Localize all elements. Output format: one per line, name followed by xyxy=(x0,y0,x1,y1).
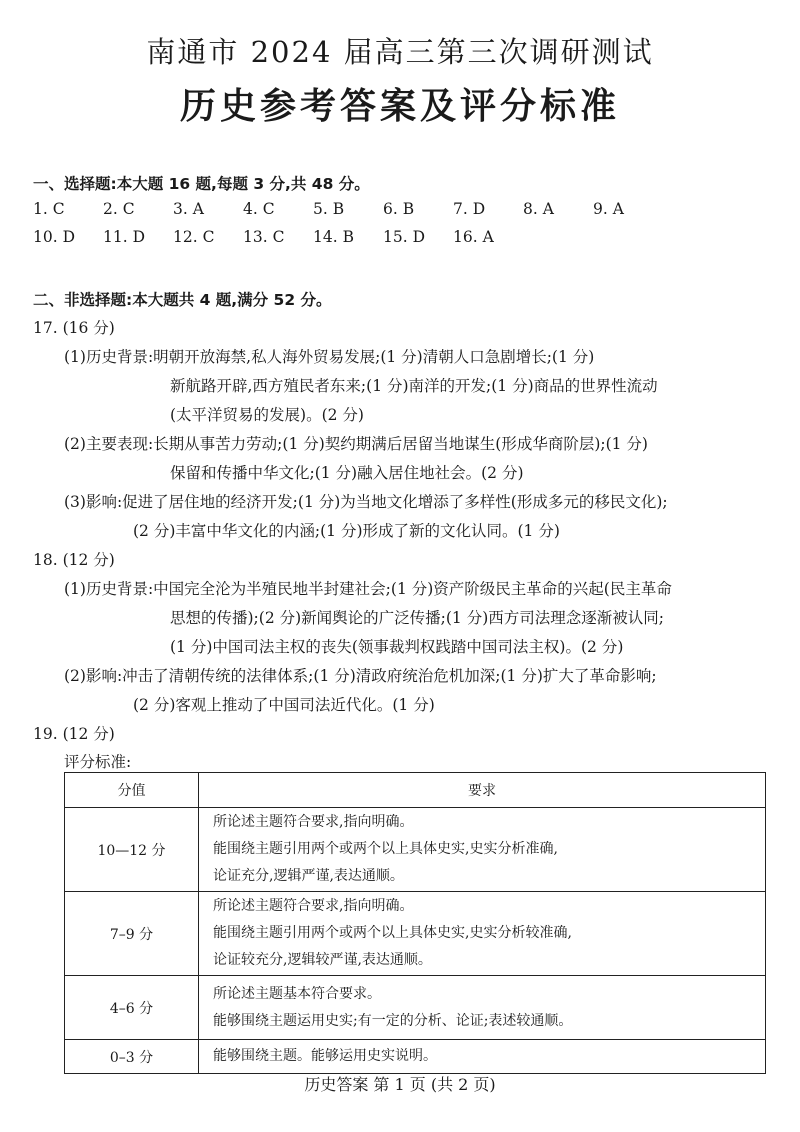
requirement-cell xyxy=(199,976,766,1040)
requirement-cell xyxy=(199,808,766,892)
answer-item: 12. C xyxy=(173,228,215,246)
answer-line: (1 分)中国司法主权的丧失(领事裁判权践踏中国司法主权)。(2 分) xyxy=(170,638,624,656)
answer-item: 13. C xyxy=(243,228,285,246)
answer-item: 4. C xyxy=(243,200,275,218)
answer-item: 11. D xyxy=(103,228,146,246)
requirement-line: 论证较充分,逻辑较严谨,表达通顺。 xyxy=(213,952,432,968)
table-row xyxy=(65,976,766,1040)
page-subtitle: 历史参考答案及评分标准 xyxy=(179,86,620,127)
answer-line: (2)主要表现:长期从事苦力劳动;(1 分)契约期满后居留当地谋生(形成华商阶层);(1 分) xyxy=(64,435,648,453)
section1-heading: 一、选择题:本大题 16 题,每题 3 分,共 48 分。 xyxy=(33,175,370,193)
requirement-line: 能够围绕主题。能够运用史实说明。 xyxy=(213,1048,437,1064)
table-header-row xyxy=(65,773,766,808)
answer-item: 9. A xyxy=(593,200,624,218)
requirement-line: 所论述主题符合要求,指向明确。 xyxy=(213,814,414,830)
table-row xyxy=(65,892,766,976)
answer-item: 8. A xyxy=(523,200,554,218)
answer-item: 16. A xyxy=(453,228,494,246)
requirement-line: 能围绕主题引用两个或两个以上具体史实,史实分析较准确, xyxy=(213,925,572,941)
question-17-label: 17. (16 分) xyxy=(33,319,115,337)
answer-line: (3)影响:促进了居住地的经济开发;(1 分)为当地文化增添了多样性(形成多元的移民文化); xyxy=(64,493,668,511)
page-footer: 历史答案 第 1 页 (共 2 页) xyxy=(304,1075,496,1094)
answer-item: 7. D xyxy=(453,200,486,218)
answer-line: (1)历史背景:中国完全沦为半殖民地半封建社会;(1 分)资产阶级民主革命的兴起(民主革命 xyxy=(64,580,672,598)
table-row xyxy=(65,1040,766,1074)
section2-heading: 二、非选择题:本大题共 4 题,满分 52 分。 xyxy=(33,291,332,309)
answer-item: 14. B xyxy=(313,228,354,246)
requirement-cell xyxy=(199,1040,766,1074)
table-row xyxy=(65,808,766,892)
answer-line: (2 分)客观上推动了中国司法近代化。(1 分) xyxy=(133,696,435,714)
answer-line: (2 分)丰富中华文化的内涵;(1 分)形成了新的文化认同。(1 分) xyxy=(133,522,560,540)
criteria-label: 评分标准: xyxy=(64,753,132,771)
answer-item: 5. B xyxy=(313,200,345,218)
requirement-line: 论证充分,逻辑严谨,表达通顺。 xyxy=(213,868,404,884)
column-header-score: 分值 xyxy=(65,773,199,808)
question-19-label: 19. (12 分) xyxy=(33,725,115,743)
answer-item: 15. D xyxy=(383,228,426,246)
score-cell: 10—12 分 xyxy=(65,808,199,892)
grading-table xyxy=(64,772,766,1074)
answer-line: (2)影响:冲击了清朝传统的法律体系;(1 分)清政府统治危机加深;(1 分)扩大了革命影响; xyxy=(64,667,657,685)
page-title: 南通市 2024 届高三第三次调研测试 xyxy=(146,35,654,69)
answer-line: 新航路开辟,西方殖民者东来;(1 分)南洋的开发;(1 分)商品的世界性流动 xyxy=(170,377,658,395)
answer-item: 2. C xyxy=(103,200,135,218)
question-18-label: 18. (12 分) xyxy=(33,551,115,569)
requirement-cell xyxy=(199,892,766,976)
score-cell: 0–3 分 xyxy=(65,1040,199,1074)
answer-item: 3. A xyxy=(173,200,204,218)
answer-line: (1)历史背景:明朝开放海禁,私人海外贸易发展;(1 分)清朝人口急剧增长;(1 分) xyxy=(64,348,595,366)
score-cell: 7–9 分 xyxy=(65,892,199,976)
requirement-line: 所论述主题符合要求,指向明确。 xyxy=(213,898,414,914)
requirement-line: 能围绕主题引用两个或两个以上具体史实,史实分析准确, xyxy=(213,841,558,857)
requirement-line: 能够围绕主题运用史实;有一定的分析、论证;表述较通顺。 xyxy=(213,1012,573,1029)
answer-line: (太平洋贸易的发展)。(2 分) xyxy=(170,406,364,424)
column-header-requirement: 要求 xyxy=(199,773,766,808)
answer-item: 10. D xyxy=(33,228,76,246)
answer-item: 6. B xyxy=(383,200,415,218)
answer-line: 思想的传播);(2 分)新闻舆论的广泛传播;(1 分)西方司法理念逐渐被认同; xyxy=(170,609,664,627)
answer-item: 1. C xyxy=(33,200,65,218)
requirement-line: 所论述主题基本符合要求。 xyxy=(213,985,381,1002)
score-cell: 4–6 分 xyxy=(65,976,199,1040)
answer-line: 保留和传播中华文化;(1 分)融入居住地社会。(2 分) xyxy=(170,464,524,482)
